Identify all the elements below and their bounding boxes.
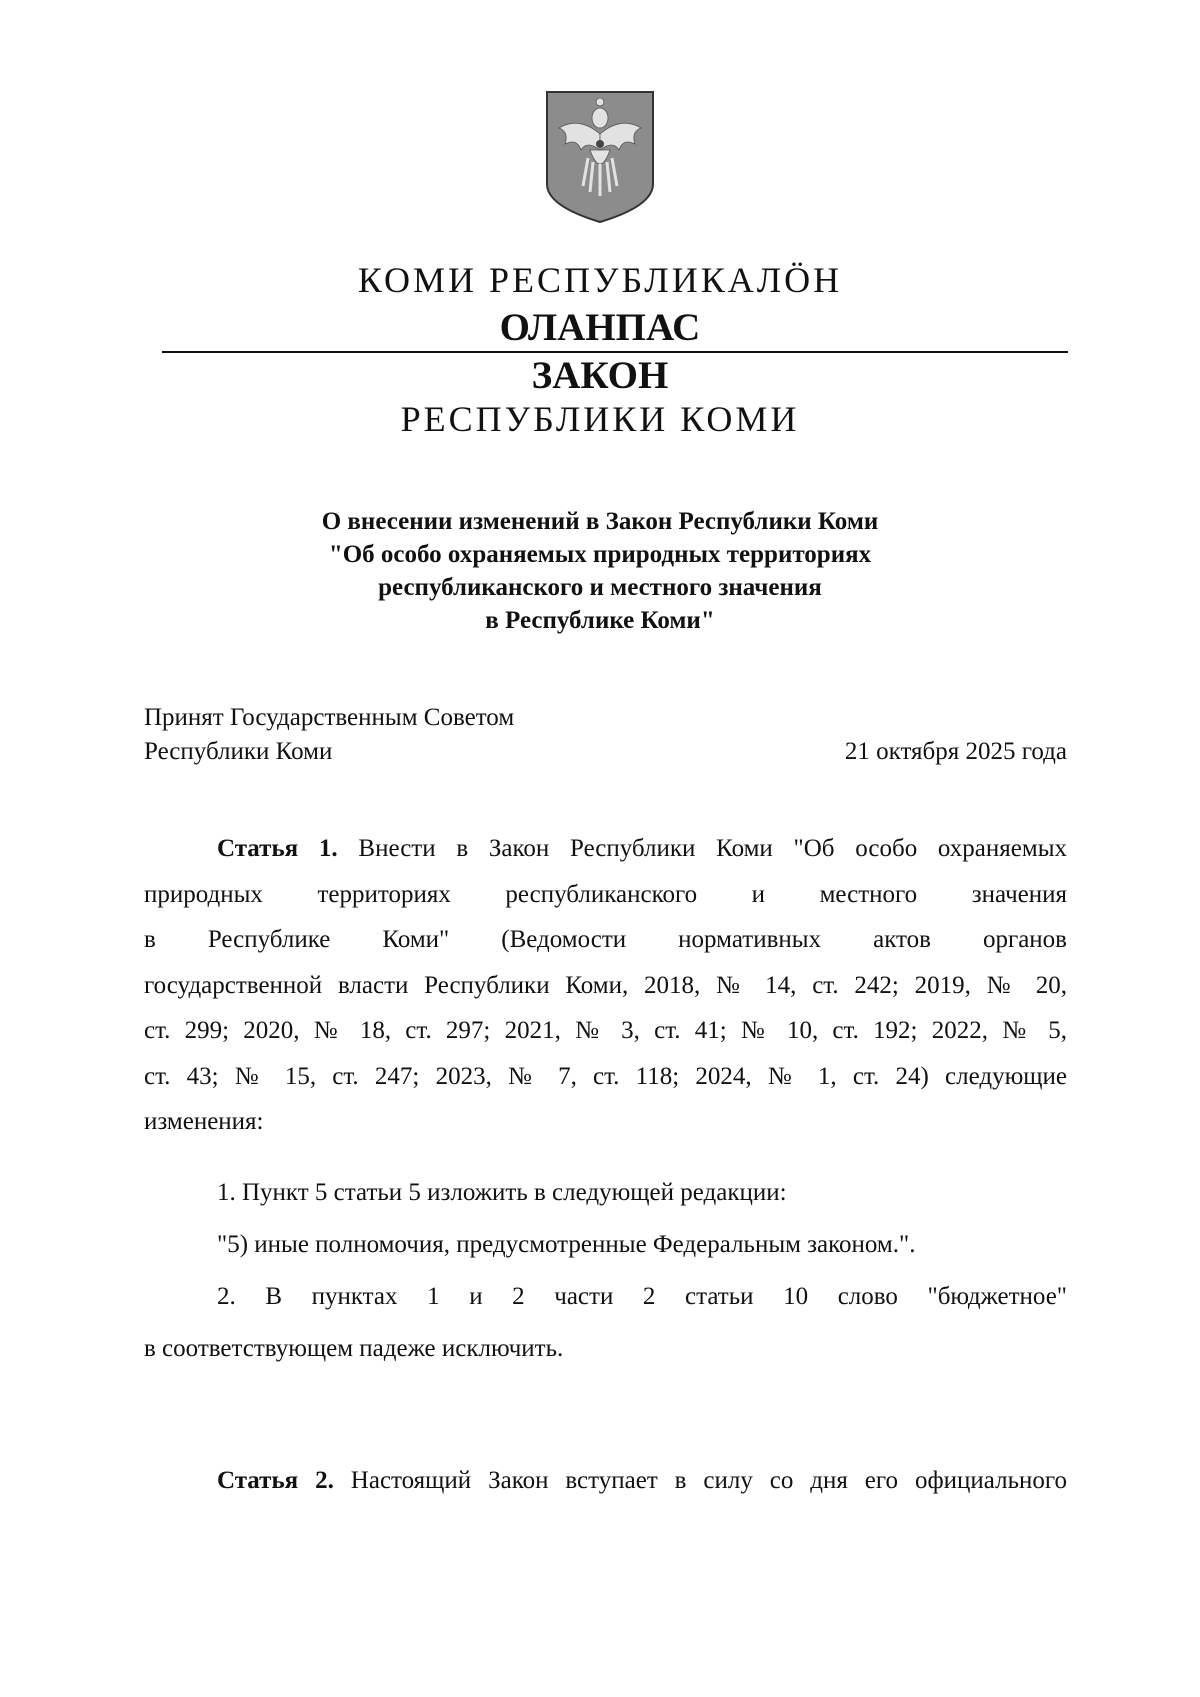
article-1-items — [144, 1167, 1067, 1375]
law-title-line: "Об особо охраняемых природных территориях — [328, 541, 872, 568]
article-1-line: в Республике Коми" (Ведомости нормативных актов органов — [144, 926, 1067, 953]
article-1-line: ст. 43; № 15, ст. 247; 2023, № 7, ст. 118; 2024, № 1, ст. 24) следующие — [144, 1062, 1067, 1090]
adoption-line: Принят Государственным Советом — [144, 704, 515, 731]
article-2 — [144, 1458, 1067, 1504]
article-1-label: Статья 1. — [217, 835, 338, 862]
article-1-first-line — [144, 826, 1067, 872]
article-2-text: Настоящий Закон вступает в силу со дня его официального — [333, 1467, 1067, 1494]
article-1-line: природных территориях республиканского и местного значения — [144, 880, 1067, 908]
article-1-line: ст. 299; 2020, № 18, ст. 297; 2021, № 3, ст. 41; № 10, ст. 192; 2022, № 5, — [144, 1017, 1067, 1044]
article-2-label: Статья 2. — [217, 1467, 334, 1494]
law-title-line: в Республике Коми" — [485, 607, 715, 634]
article-1-line: изменения: — [144, 1108, 264, 1135]
article-1-text: Внести в Закон Республики Коми "Об особо охраняемых — [337, 835, 1067, 862]
article-1 — [144, 826, 1067, 1145]
law-title-line: республиканского и местного значения — [378, 574, 822, 601]
adoption-date: 21 октября 2025 года — [844, 738, 1067, 765]
adoption-body — [144, 701, 514, 769]
header-komi-language: КОМИ РЕСПУБЛИКАЛӦН — [357, 260, 843, 300]
law-title — [0, 505, 1200, 637]
adoption-line: Республики Коми — [144, 738, 333, 765]
header-respubliki-komi: РЕСПУБЛИКИ КОМИ — [400, 399, 800, 439]
coat-of-arms-icon — [543, 88, 657, 224]
header-olanpas: ОЛАНПАС — [499, 306, 701, 349]
article-1-item: 1. Пункт 5 статьи 5 изложить в следующей редакции: — [217, 1179, 787, 1206]
law-title-line: О внесении изменений в Закон Республики Коми — [321, 508, 879, 535]
article-1-line: государственной власти Республики Коми, 2018, № 14, ст. 242; 2019, № 20, — [144, 971, 1067, 999]
article-2-first-line — [144, 1458, 1067, 1504]
article-1-item-continuation: в соответствующем падеже исключить. — [144, 1335, 564, 1362]
article-1-item: "5) иные полномочия, предусмотренные Федеральным законом.". — [217, 1231, 916, 1258]
article-1-item: 2. В пунктах 1 и 2 части 2 статьи 10 слово "бюджетное" — [217, 1283, 1067, 1310]
header-zakon: ЗАКОН — [531, 354, 669, 397]
